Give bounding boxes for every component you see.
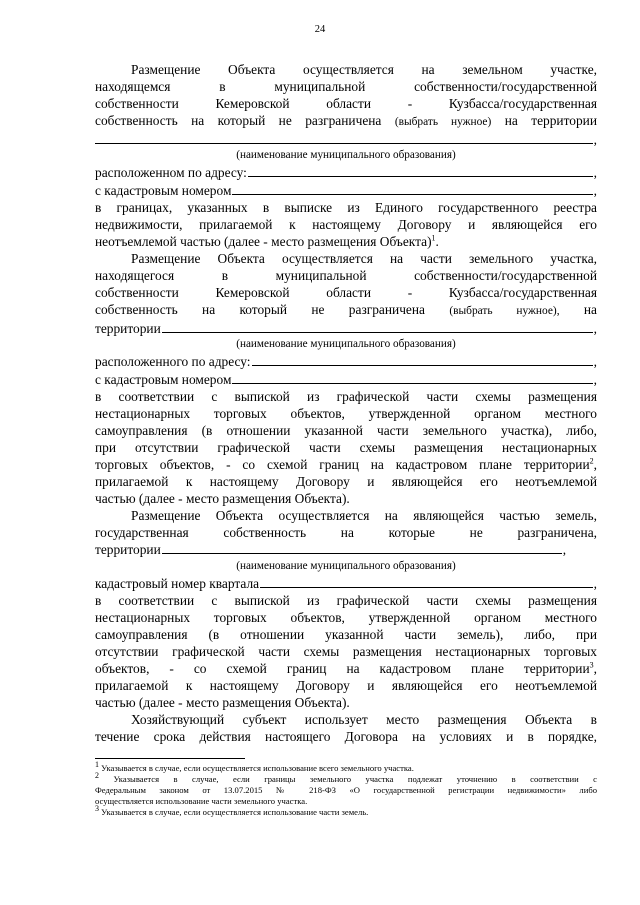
text-line: собственности Кемеровской области - Кузбасса/государственная (95, 285, 597, 301)
text-segment: собственность на который не разграничена (95, 113, 395, 129)
text-line: государственная собственность на которые не разграничена, (95, 525, 597, 541)
paragraph-lands (95, 507, 597, 711)
text-line: прилагаемой к настоящему Договору и являющейся его неотъемлемой (95, 678, 597, 694)
text-line: недвижимости, прилагаемой к настоящему Договору и являющейся его (95, 216, 597, 232)
blank-caption: (наименование муниципального образования) (236, 559, 456, 572)
text-line (95, 112, 597, 131)
document-body (95, 61, 597, 745)
text-line: находящемся в муниципальной собственности/государственной (95, 79, 597, 95)
text-segment: объектов, - со схемой границ на кадастровом плане территории (95, 661, 590, 676)
footnote-2-cont: осуществляется использование части земельного участка. (95, 796, 308, 806)
text-line: частью (далее - место размещения Объекта). (95, 491, 350, 507)
paragraph-part-of-land-plot (95, 250, 597, 507)
text-segment: на территории (491, 113, 597, 129)
footnote-text: Указывается в случае, если осуществляется использование всего земельного участка. (99, 763, 414, 773)
text-line: прилагаемой к настоящему Договору и являющейся его неотъемлемой (95, 474, 597, 490)
text-segment: , (593, 661, 597, 676)
text-line (95, 660, 597, 677)
footnote-separator (95, 758, 245, 759)
text-line: в соответствии с выпиской из графической части схемы размещения (95, 592, 597, 608)
text-line: Размещение Объекта осуществляется на земельном участке, (131, 62, 597, 77)
territory-line (95, 320, 597, 337)
text-segment: на (559, 302, 597, 318)
page-number: 24 (314, 24, 326, 35)
territory-line (95, 541, 597, 558)
text-segment: , (593, 132, 597, 148)
paragraph-usage (95, 711, 597, 745)
text-line: течение срока действия настоящего Договора на условиях и в порядке, (95, 729, 597, 745)
text-line: Размещение Объекта осуществляется на являющейся частью земель, (131, 508, 597, 524)
quarter-line (95, 575, 597, 592)
text-line: нестационарных торговых объектов, утвержденной органом местного (95, 609, 597, 625)
footnote-text: Указывается в случае, если границы земельного участка подлежат уточнению в соответствии с (99, 774, 597, 784)
text-line (95, 233, 597, 250)
select-hint: (выбрать нужное) (394, 116, 492, 129)
select-hint: (выбрать нужное), (449, 305, 560, 318)
text-line: Хозяйствующий субъект использует место размещения Объекта в (131, 712, 597, 728)
text-segment: , (593, 182, 597, 198)
address-label: расположенного по адресу: (95, 354, 251, 370)
text-segment: , (593, 456, 597, 472)
municipality-blank[interactable] (95, 132, 593, 144)
text-segment: собственность на который не разграничена (95, 302, 450, 318)
paragraph-land-plot (95, 61, 597, 250)
text-line (95, 301, 597, 320)
address-line (95, 164, 597, 181)
text-segment: , (593, 354, 597, 370)
footnote-2 (95, 771, 597, 785)
text-line: при отсутствии графической части схемы размещения нестационарных (95, 439, 597, 455)
blank-caption: (наименование муниципального образования) (236, 149, 456, 162)
address-line (95, 353, 597, 370)
text-line: частью (далее - место размещения Объекта). (95, 695, 350, 711)
cadastral-number-blank[interactable] (232, 372, 592, 384)
text-segment: , (562, 542, 567, 558)
cadastral-line (95, 371, 597, 388)
footnotes (95, 760, 597, 818)
footnote-3 (95, 804, 597, 818)
footnote-2-cont: Федеральным законом от 13.07.2015 № 218-ФЗ «О государственной регистрации недвижимости» либо (95, 785, 597, 795)
municipality-blank[interactable] (162, 321, 593, 333)
cadastral-quarter-blank[interactable] (260, 576, 593, 588)
text-line: находящегося в муниципальной собственности/государственной (95, 268, 597, 284)
footnote-ref: 3 (589, 660, 594, 670)
text-line: в границах, указанных в выписке из Единого государственного реестра (95, 199, 597, 215)
text-line: отсутствии графической части схемы размещения нестационарных торговых (95, 643, 597, 659)
footnote-ref: 1 (431, 233, 436, 243)
cadastral-number-blank[interactable] (232, 183, 592, 195)
cadastral-label: с кадастровым номером (95, 182, 232, 198)
municipality-blank[interactable] (162, 542, 562, 554)
territory-label: территории (95, 321, 161, 337)
footnote-1 (95, 760, 597, 774)
text-line: Размещение Объекта осуществляется на части земельного участка, (131, 250, 597, 266)
territory-label: территории (95, 542, 161, 558)
text-line: собственности Кемеровской области - Кузбасса/государственная (95, 96, 597, 112)
address-blank[interactable] (252, 354, 593, 366)
text-segment: , (593, 321, 597, 337)
footnote-ref: 2 (589, 456, 594, 466)
text-line: нестационарных торговых объектов, утвержденной органом местного (95, 405, 597, 421)
text-segment: , (593, 165, 597, 181)
address-blank[interactable] (248, 165, 593, 177)
text-segment: торговых объектов, - со схемой границ на кадастровом плане территории (95, 456, 590, 472)
footnote-mark: 3 (95, 804, 99, 814)
text-line (95, 456, 597, 473)
text-segment: , (593, 371, 597, 387)
cadastral-line (95, 182, 597, 199)
text-segment: , (593, 575, 597, 591)
footnote-mark: 1 (95, 760, 99, 770)
cadastral-label: с кадастровым номером (95, 371, 232, 387)
address-label: расположенном по адресу: (95, 165, 247, 181)
footnote-mark: 2 (95, 771, 99, 781)
footnote-text: Указывается в случае, если осуществляется использование части земель. (99, 807, 369, 817)
text-line: самоуправления (в отношении указанной части земель), либо, при (95, 626, 597, 642)
text-line: в соответствии с выпиской из графической части схемы размещения (95, 388, 597, 404)
text-segment: . (435, 233, 439, 249)
blank-caption: (наименование муниципального образования) (236, 338, 456, 351)
quarter-label: кадастровый номер квартала (95, 575, 260, 591)
municipality-blank-line (95, 131, 597, 148)
text-line: самоуправления (в отношении указанной части земельного участка), либо, (95, 422, 597, 438)
text-segment: неотъемлемой частью (далее - место размещения Объекта) (95, 233, 432, 249)
